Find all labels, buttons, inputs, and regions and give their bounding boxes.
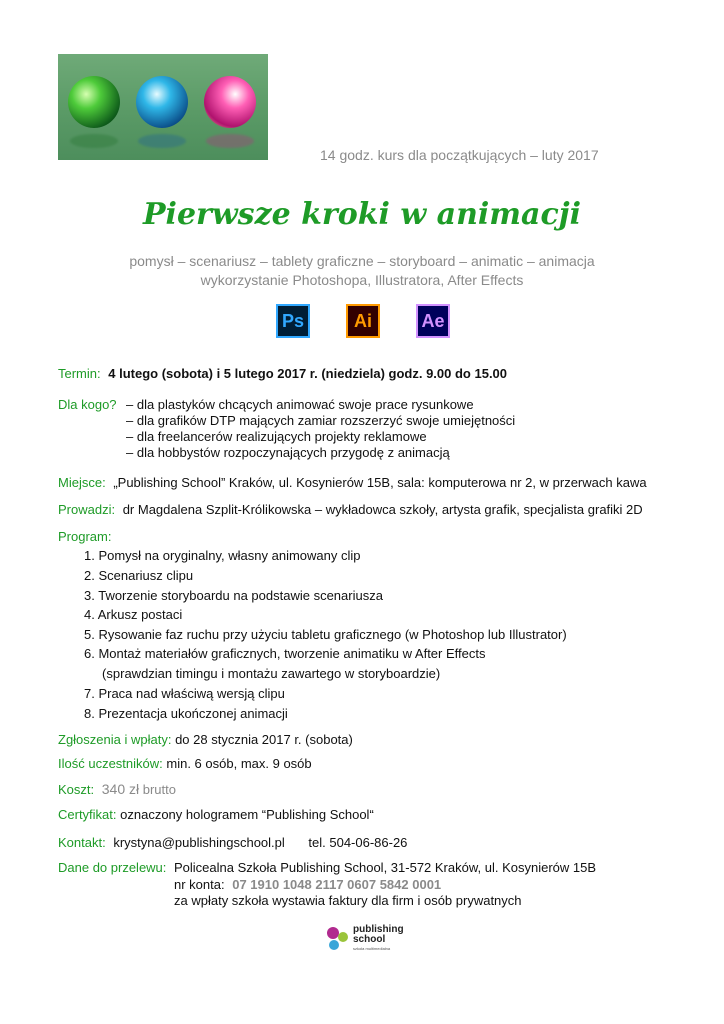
certificate-row xyxy=(58,807,374,822)
page-title: Pierwsze kroki w animacji xyxy=(143,197,581,232)
contact-row xyxy=(58,835,407,850)
photoshop-icon xyxy=(276,304,310,338)
transfer-account-number: 07 1910 1048 2117 0607 5842 0001 xyxy=(232,877,442,892)
program-label: Program: xyxy=(58,529,112,544)
tagline-line-1: pomysł – scenariusz – tablety graficzne – storyboard – animatic – animacja xyxy=(129,253,595,269)
participants-value: min. 6 osób, max. 9 osób xyxy=(166,756,312,771)
audience-item: – dla hobbystów rozpoczynających przygodę z animacją xyxy=(126,445,450,460)
contact-phone: tel. 504-06-86-26 xyxy=(308,835,408,850)
program-item-note: (sprawdzian timingu i montażu zawartego w storyboardzie) xyxy=(84,666,441,681)
pink-sphere-icon xyxy=(204,76,256,128)
certificate-label: Certyfikat: xyxy=(58,807,117,822)
after-effects-icon xyxy=(416,304,450,338)
cost-suffix: brutto xyxy=(142,782,176,797)
photoshop-label: Ps xyxy=(281,310,305,331)
audience-item: – dla grafików DTP mających zamiar rozszerzyć swoje umiejętności xyxy=(126,413,516,428)
program-item: 7. Praca nad właściwą wersją clipu xyxy=(84,686,285,701)
program-item: 2. Scenariusz clipu xyxy=(84,568,194,583)
registration-row xyxy=(58,732,353,747)
program-item: 6. Montaż materiałów graficznych, tworzenie animatiku w After Effects xyxy=(84,646,486,661)
transfer-account-row xyxy=(174,877,441,892)
termin-label: Termin: xyxy=(58,366,101,381)
illustrator-label: Ai xyxy=(354,310,372,331)
contact-email[interactable]: krystyna@publishingschool.pl xyxy=(113,835,285,850)
participants-row xyxy=(58,756,312,771)
after-effects-label: Ae xyxy=(421,310,445,331)
logo-text-3: szkoła multimedialna xyxy=(353,946,391,951)
transfer-line-1: Policealna Szkoła Publishing School, 31-572 Kraków, ul. Kosynierów 15B xyxy=(174,860,597,875)
audience-item: – dla freelancerów realizujących projekty reklamowe xyxy=(126,429,427,444)
illustrator-icon xyxy=(346,304,380,338)
instructor-value: dr Magdalena Szplit-Królikowska – wykładowca szkoły, artysta grafik, specjalista grafiki 2D xyxy=(122,502,643,517)
publishing-school-logo xyxy=(325,925,425,955)
program-item: 1. Pomysł na oryginalny, własny animowany clip xyxy=(84,548,361,563)
transfer-label: Dane do przelewu: xyxy=(58,860,167,875)
location-row xyxy=(58,475,647,490)
program-item: 3. Tworzenie storyboardu na podstawie scenariusza xyxy=(84,588,383,603)
cost-value: 340 zł xyxy=(101,781,140,797)
tagline-line-2: wykorzystanie Photoshopa, Illustratora, After Effects xyxy=(200,272,524,288)
green-sphere-icon xyxy=(68,76,120,128)
cost-label: Koszt: xyxy=(58,782,95,797)
transfer-account-label: nr konta: xyxy=(174,877,225,892)
program-item: 4. Arkusz postaci xyxy=(84,607,183,622)
registration-label: Zgłoszenia i wpłaty: xyxy=(58,732,172,747)
program-item: 5. Rysowanie faz ruchu przy użyciu tabletu graficznego (w Photoshop lub Illustrator) xyxy=(84,627,567,642)
tagline xyxy=(0,252,724,290)
certificate-value: oznaczony hologramem “Publishing School“ xyxy=(120,807,374,822)
audience-item: – dla plastyków chcących animować swoje prace rysunkowe xyxy=(126,397,474,412)
program-item: 8. Prezentacja ukończonej animacji xyxy=(84,706,288,721)
instructor-row xyxy=(58,502,643,517)
logo-text-2: school xyxy=(353,934,386,945)
instructor-label: Prowadzi: xyxy=(58,502,116,517)
participants-label: Ilość uczestników: xyxy=(58,756,163,771)
header-banner-image xyxy=(58,54,268,160)
location-label: Miejsce: xyxy=(58,475,106,490)
logo-circles-icon xyxy=(325,925,351,953)
termin-value: 4 lutego (sobota) i 5 lutego 2017 r. (niedziela) godz. 9.00 do 15.00 xyxy=(108,366,508,381)
contact-label: Kontakt: xyxy=(58,835,106,850)
transfer-line-3: za wpłaty szkoła wystawia faktury dla firm i osób prywatnych xyxy=(174,893,522,908)
cost-row xyxy=(58,781,176,797)
registration-value: do 28 stycznia 2017 r. (sobota) xyxy=(175,732,353,747)
location-value: „Publishing School” Kraków, ul. Kosynierów 15B, sala: komputerowa nr 2, w przerwach kawa xyxy=(113,475,647,490)
audience-label: Dla kogo? xyxy=(58,397,117,412)
course-subtitle: 14 godz. kurs dla początkujących – luty 2017 xyxy=(320,147,599,163)
termin-row xyxy=(58,366,507,381)
blue-sphere-icon xyxy=(136,76,188,128)
logo-text-1: publishing xyxy=(353,924,404,935)
